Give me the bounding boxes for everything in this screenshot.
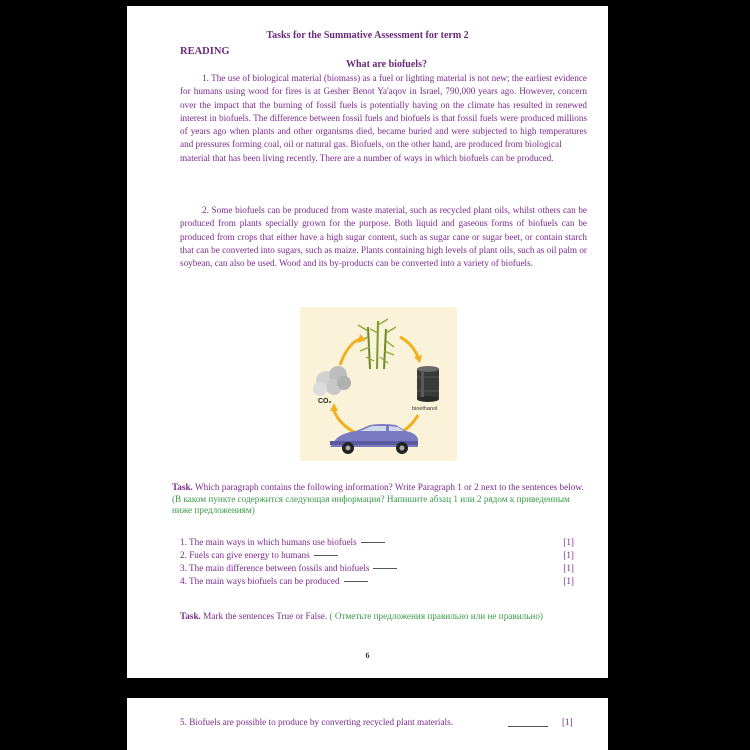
co2-label: CO₂ (318, 398, 332, 405)
question-text: 4. The main ways biofuels can be produced (180, 576, 340, 586)
document-title: Tasks for the Summative Assessment for term 2 (266, 30, 469, 41)
paragraph-2-number: 2. (202, 205, 209, 215)
question-text: 1. The main ways in which humans use biofuels (180, 537, 357, 547)
question-text: 2. Fuels can give energy to humans (180, 550, 310, 560)
task-2-instruction: Mark the sentences True or False. (203, 611, 328, 621)
question-text: 3. The main difference between fossils and biofuels (180, 563, 370, 573)
question-mark: [1] (563, 576, 574, 586)
bioethanol-label: bioethanol (412, 406, 438, 412)
question-row (180, 562, 580, 575)
task-2-instructions (180, 609, 560, 624)
next-page (127, 698, 608, 750)
task-1-instruction: Which paragraph contains the following information? Write Paragraph 1 or 2 next to the sentences below. (195, 482, 584, 492)
sugar-cane-icon (358, 319, 396, 369)
article-title: What are biofuels? (346, 59, 427, 70)
paragraph-1 (180, 72, 587, 165)
task-1-heading: Task. (172, 482, 193, 492)
question-5-text: 5. Biofuels are possible to produce by converting recycled plant materials. (180, 717, 453, 727)
task-1-translation: (В каком пункте содержится следующая информация? Напишите абзац 1 или 2 рядом к приведенным ниже предложениям) (172, 493, 570, 516)
question-mark: [1] (562, 717, 573, 727)
paragraph-2 (180, 204, 587, 270)
task-2-translation: ( Отметьте предложения правильно или не правильно) (329, 611, 543, 621)
task-1-question-list (180, 536, 580, 588)
question-row (180, 575, 580, 588)
answer-blank[interactable] (361, 542, 385, 543)
paragraph-1-text: The use of biological material (biomass) as a fuel or lighting material is not new; the earliest evidence for humans using wood for fires is at Gesher Benot Ya'aqov in Israel, 790,000 years ago. However, concern over the impact that the burning of fossil fuels is potentially having on the climate has resulted in renewed interest in biofuels. The difference between fossil fuels and biofuels is that fossil fuels were produced millions of years ago when plants and other organisms died, became buried and were subjected to high temperatures and pressures forming coal, oil or natural gas. Biofuels, on the other hand, are produced from biological (180, 73, 587, 150)
barrel-icon (417, 366, 439, 402)
question-mark: [1] (563, 550, 574, 560)
answer-blank[interactable] (314, 555, 338, 556)
answer-blank[interactable] (508, 726, 548, 727)
question-row (180, 549, 580, 562)
task-2-heading: Task. (180, 611, 201, 621)
question-row (180, 536, 580, 549)
question-mark: [1] (563, 537, 574, 547)
document-page (127, 6, 608, 678)
section-label: READING (180, 46, 230, 57)
co2-cloud-icon (313, 366, 351, 396)
question-mark: [1] (563, 563, 574, 573)
answer-blank[interactable] (373, 568, 397, 569)
page-number: 6 (365, 651, 370, 660)
answer-blank[interactable] (344, 581, 368, 582)
paragraph-1-number: 1. (202, 73, 209, 83)
paragraph-2-text: Some biofuels can be produced from waste material, such as recycled plant oils, whilst others can be produced from plants specially grown for the purpose. Both liquid and gaseous forms of biofuels can be produced from crops that either have a high sugar content, such as sugar cane or sugar beet, or contain starch that can be converted into sugars, such as maize. Plants containing high levels of plant oils, such as oil palm or soybean, can also be used. Wood and its by-products can be converted into a variety of biofuels. (180, 205, 588, 269)
task-1-instructions (172, 482, 592, 517)
paragraph-1-continuation: material that has been living recently. There are a number of ways in which biofuels can be produced. (180, 152, 554, 163)
biofuel-cycle-figure (300, 307, 457, 461)
